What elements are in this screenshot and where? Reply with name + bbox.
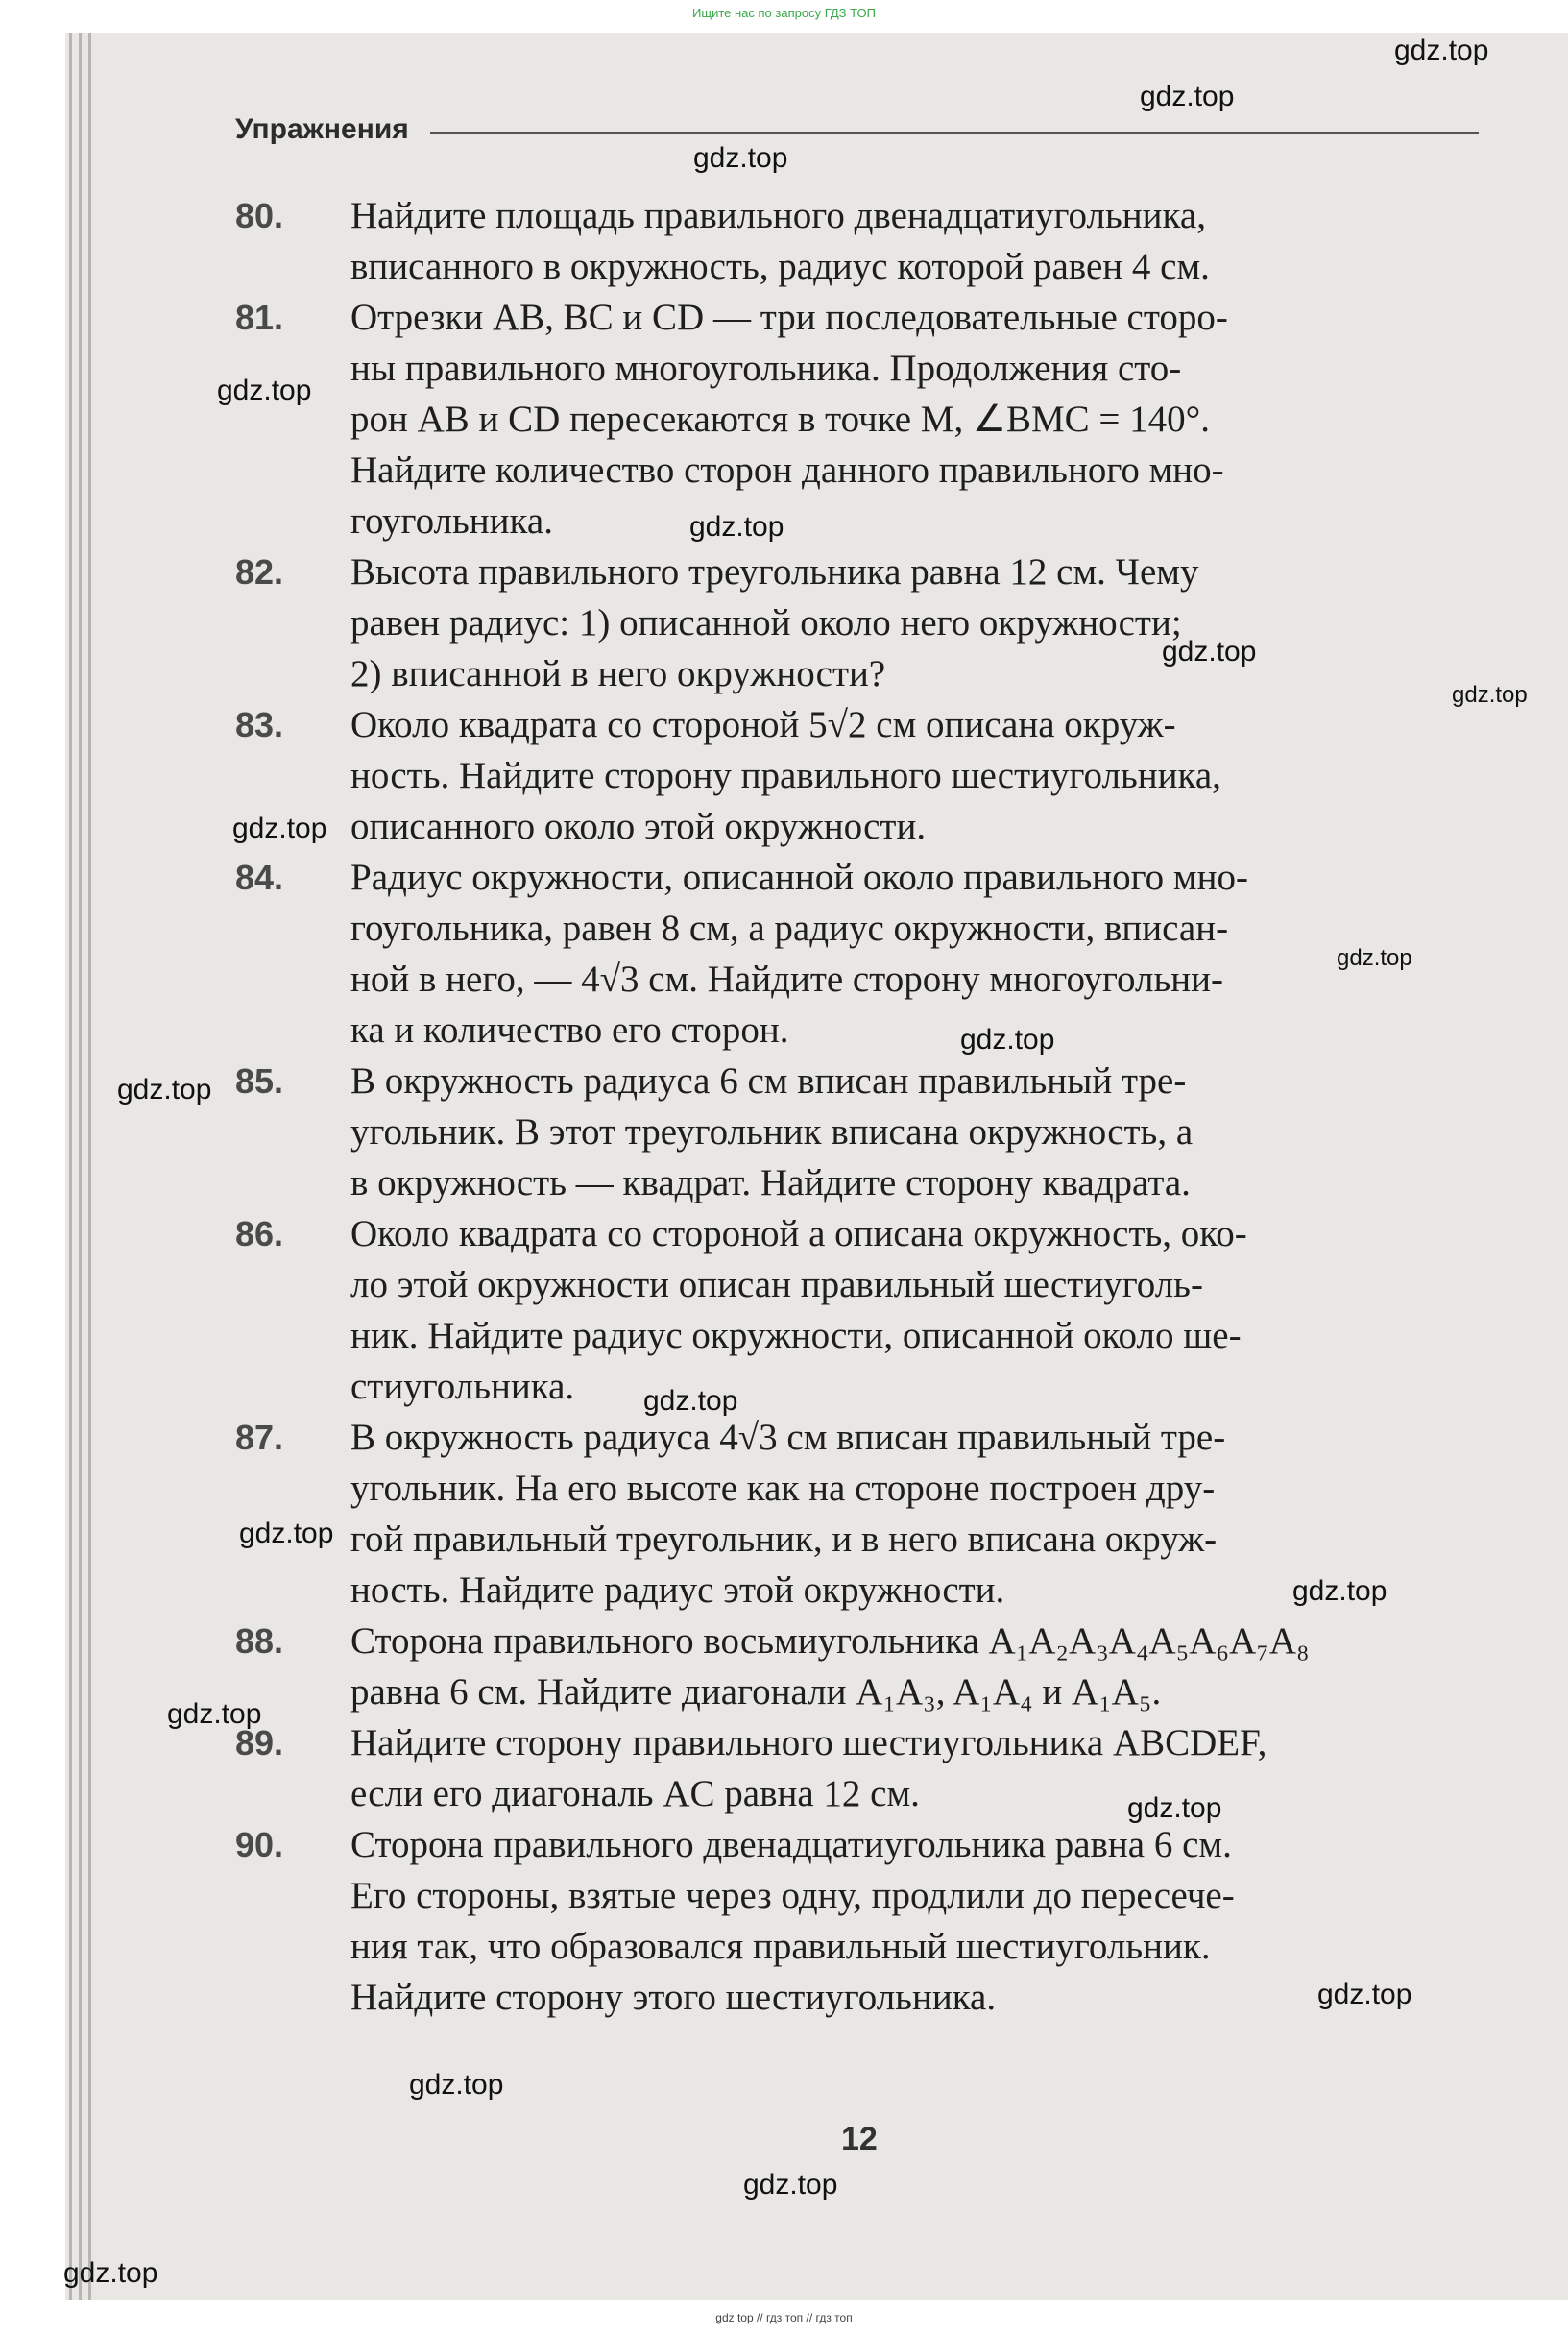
section-title: Упражнения xyxy=(235,113,409,145)
exercise-text-line: Сторона правильного двенадцатиугольника равна 6 см. xyxy=(350,1824,1232,1865)
watermark: gdz.top xyxy=(63,2257,158,2289)
exercise-item xyxy=(235,1208,1484,1412)
watermark: gdz.top xyxy=(1140,81,1235,112)
exercise-item xyxy=(235,699,1484,852)
watermark: gdz.top xyxy=(693,142,788,174)
exercise-text-line: Найдите сторону правильного шестиугольника ABCDEF, xyxy=(350,1722,1267,1763)
watermark: gdz.top xyxy=(117,1074,212,1106)
exercise-text-line: в окружность — квадрат. Найдите сторону квадрата. xyxy=(350,1162,1191,1203)
exercise-text-line: угольник. В этот треугольник вписана окружность, а xyxy=(350,1111,1194,1153)
section-rule xyxy=(430,132,1479,134)
exercise-number: 84. xyxy=(235,858,284,897)
page-number: 12 xyxy=(841,2121,878,2157)
watermark: gdz.top xyxy=(689,511,784,543)
exercise-text-line: ник. Найдите радиус окружности, описанной около ше- xyxy=(350,1315,1242,1356)
watermark: gdz.top xyxy=(643,1385,738,1417)
exercise-text-line: стиугольника. xyxy=(350,1366,575,1407)
watermark: gdz.top xyxy=(743,2169,838,2200)
exercise-text-line: если его диагональ AC равна 12 см. xyxy=(350,1773,920,1814)
exercise-text xyxy=(350,190,1484,292)
page-edge xyxy=(88,33,91,2300)
exercise-text-line: ность. Найдите радиус этой окружности. xyxy=(350,1569,1005,1611)
exercise-text xyxy=(350,1819,1484,2023)
exercise-text xyxy=(350,292,1484,547)
exercise-text-line: вписанного в окружность, радиус которой равен 4 см. xyxy=(350,246,1210,287)
watermark: gdz.top xyxy=(217,375,312,406)
exercise-text-line: ность. Найдите сторону правильного шестиугольника, xyxy=(350,755,1221,796)
exercise-number: 83. xyxy=(235,705,284,744)
exercise-text-line: Около квадрата со стороной a описана окружность, око- xyxy=(350,1213,1247,1254)
exercise-text-line: Отрезки AB, BC и CD — три последовательные сторо- xyxy=(350,297,1228,338)
exercise-item xyxy=(235,852,1484,1056)
exercise-text-line: равен радиус: 1) описанной около него окружности; xyxy=(350,602,1182,644)
exercise-item xyxy=(235,190,1484,292)
watermark: gdz.top xyxy=(167,1698,262,1730)
exercise-text-line: ной в него, — 4√3 см. Найдите сторону многоугольни- xyxy=(350,959,1223,1000)
exercise-text-line: Найдите количество сторон данного правильного мно- xyxy=(350,450,1224,491)
exercise-number: 82. xyxy=(235,552,284,592)
exercise-number: 85. xyxy=(235,1061,284,1101)
exercise-text-line: ны правильного многоугольника. Продолжения сто- xyxy=(350,348,1182,389)
exercise-number: 81. xyxy=(235,298,284,337)
exercise-text xyxy=(350,1208,1484,1412)
watermark: gdz.top xyxy=(1292,1575,1387,1607)
exercise-text-line: равна 6 см. Найдите диагонали A₁A₃, A₁A₄ и A₁A₅. xyxy=(350,1671,1162,1713)
exercise-number: 90. xyxy=(235,1825,284,1864)
exercise-text-line: ло этой окружности описан правильный шестиуголь- xyxy=(350,1264,1203,1305)
exercise-number: 88. xyxy=(235,1621,284,1661)
exercise-text xyxy=(350,1616,1484,1717)
exercise-number: 86. xyxy=(235,1214,284,1253)
exercise-text-line: гой правильный треугольник, и в него вписана окруж- xyxy=(350,1519,1218,1560)
watermark: gdz.top xyxy=(1317,1979,1412,2010)
watermark: gdz.top xyxy=(960,1024,1055,1056)
watermark: gdz.top xyxy=(232,813,327,844)
exercise-text-line: 2) вписанной в него окружности? xyxy=(350,653,886,694)
exercise-text-line: Найдите площадь правильного двенадцатиугольника, xyxy=(350,195,1206,236)
exercise-text-line: В окружность радиуса 6 см вписан правильный тре- xyxy=(350,1060,1187,1102)
exercise-text-line: гоугольника, равен 8 см, а радиус окружности, вписан- xyxy=(350,908,1229,949)
top-banner[interactable]: Ищите нас по запросу ГДЗ ТОП xyxy=(692,6,876,20)
exercise-text xyxy=(350,852,1484,1056)
exercise-text-line: ка и количество его сторон. xyxy=(350,1009,789,1051)
exercise-item xyxy=(235,1056,1484,1208)
exercise-text-line: гоугольника. xyxy=(350,500,553,542)
exercise-text-line: угольник. На его высоте как на стороне построен дру- xyxy=(350,1468,1216,1509)
page-edge xyxy=(69,33,72,2300)
exercise-list xyxy=(235,190,1484,2023)
section-header xyxy=(235,113,1479,146)
exercise-text-line: Около квадрата со стороной 5√2 см описана окруж- xyxy=(350,704,1176,745)
exercise-number: 80. xyxy=(235,196,284,235)
watermark: gdz.top xyxy=(1162,636,1257,668)
watermark: gdz.top xyxy=(409,2069,504,2101)
exercise-text xyxy=(350,1717,1484,1819)
exercise-item xyxy=(235,1819,1484,2023)
exercise-text-line: В окружность радиуса 4√3 см вписан правильный тре- xyxy=(350,1417,1226,1458)
exercise-text xyxy=(350,699,1484,852)
exercise-text-line: Высота правильного треугольника равна 12 см. Чему xyxy=(350,551,1199,593)
exercise-item xyxy=(235,1616,1484,1717)
bottom-banner[interactable]: gdz top // гдз топ // гдз топ xyxy=(715,2311,853,2324)
exercise-text-line: Найдите сторону этого шестиугольника. xyxy=(350,1977,997,2018)
exercise-text-line: ния так, что образовался правильный шестиугольник. xyxy=(350,1926,1211,1967)
exercise-text-line: Его стороны, взятые через одну, продлили до пересече- xyxy=(350,1875,1235,1916)
exercise-number: 87. xyxy=(235,1418,284,1457)
exercise-text xyxy=(350,547,1484,699)
exercise-number: 89. xyxy=(235,1723,284,1763)
page-edge xyxy=(79,33,82,2300)
exercise-item xyxy=(235,547,1484,699)
exercise-item xyxy=(235,1717,1484,1819)
watermark: gdz.top xyxy=(1394,35,1489,66)
exercise-text-line: Радиус окружности, описанной около правильного мно- xyxy=(350,857,1248,898)
exercise-item xyxy=(235,292,1484,547)
watermark: gdz.top xyxy=(1337,945,1412,971)
exercise-text xyxy=(350,1056,1484,1208)
watermark: gdz.top xyxy=(239,1518,334,1549)
watermark: gdz.top xyxy=(1452,682,1528,708)
watermark: gdz.top xyxy=(1127,1792,1222,1824)
exercise-text-line: Сторона правильного восьмиугольника A₁A₂A₃A₄A₅A₆A₇A₈ xyxy=(350,1620,1310,1662)
exercise-text-line: описанного около этой окружности. xyxy=(350,806,927,847)
exercise-text-line: рон AB и CD пересекаются в точке M, ∠BMC = 140°. xyxy=(350,399,1210,440)
